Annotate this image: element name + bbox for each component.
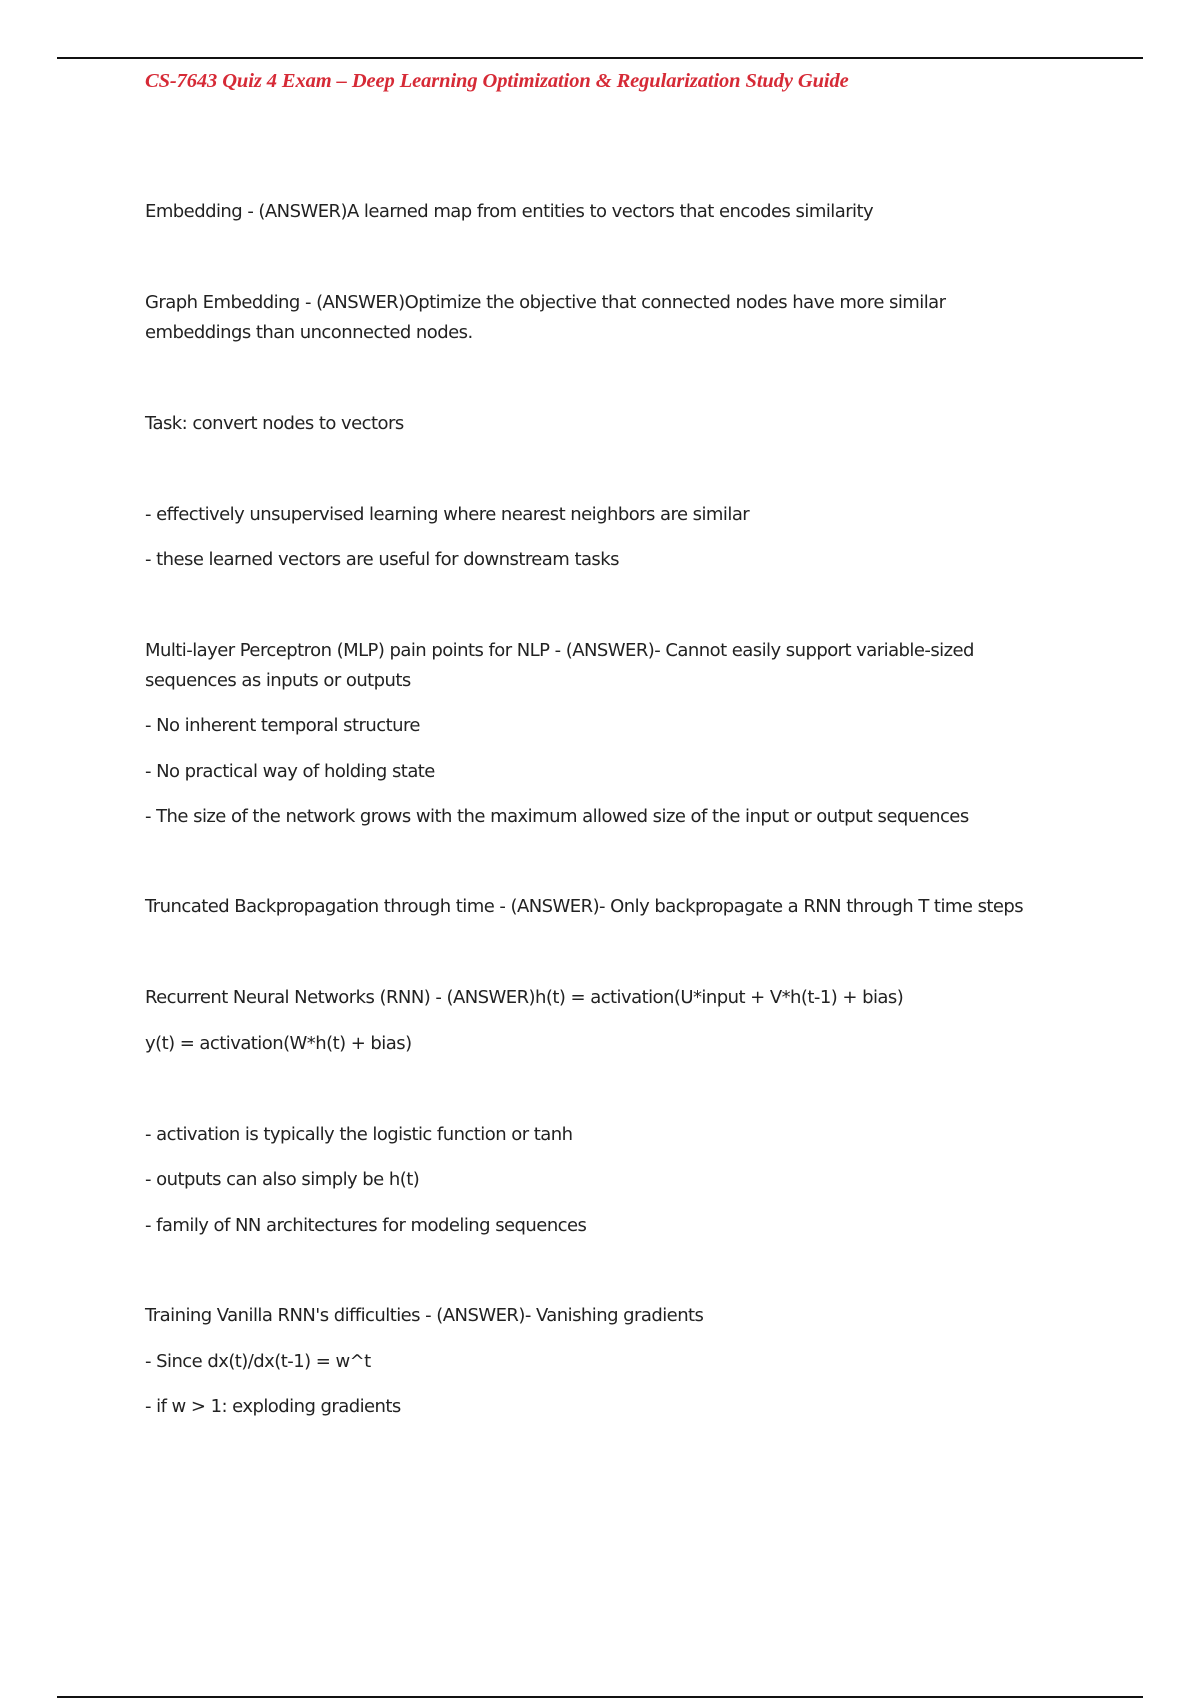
text-line: - The size of the network grows with the maximum allowed size of the input or output sequences: [145, 806, 969, 827]
text-line: sequences as inputs or outputs: [145, 670, 411, 691]
text-line: Recurrent Neural Networks (RNN) - (ANSWER)h(t) = activation(U*input + V*h(t-1) + bias): [145, 987, 904, 1008]
footer-rule: [57, 1696, 1143, 1698]
text-line: - No practical way of holding state: [145, 761, 435, 782]
text-line: Training Vanilla RNN's difficulties - (ANSWER)- Vanishing gradients: [145, 1305, 704, 1326]
text-line: - No inherent temporal structure: [145, 715, 420, 736]
text-line: embeddings than unconnected nodes.: [145, 322, 473, 343]
text-line: - family of NN architectures for modeling sequences: [145, 1215, 587, 1236]
text-line: Multi-layer Perceptron (MLP) pain points for NLP - (ANSWER)- Cannot easily support variable-sized: [145, 640, 974, 661]
text-line: Embedding - (ANSWER)A learned map from entities to vectors that encodes similarity: [145, 201, 874, 222]
text-line: - these learned vectors are useful for downstream tasks: [145, 549, 619, 570]
text-line: - if w > 1: exploding gradients: [145, 1396, 401, 1417]
text-line: - activation is typically the logistic function or tanh: [145, 1124, 573, 1145]
text-line: y(t) = activation(W*h(t) + bias): [145, 1033, 412, 1054]
text-line: - Since dx(t)/dx(t-1) = w^t: [145, 1351, 371, 1372]
text-line: Truncated Backpropagation through time - (ANSWER)- Only backpropagate a RNN through T time steps: [145, 896, 1024, 917]
text-line: Graph Embedding - (ANSWER)Optimize the objective that connected nodes have more similar: [145, 292, 946, 313]
text-line: - outputs can also simply be h(t): [145, 1169, 420, 1190]
text-line: - effectively unsupervised learning where nearest neighbors are similar: [145, 504, 750, 525]
header-rule: [57, 57, 1143, 59]
text-line: Task: convert nodes to vectors: [145, 413, 404, 434]
document-title: CS-7643 Quiz 4 Exam – Deep Learning Optimization & Regularization Study Guide: [145, 70, 849, 92]
